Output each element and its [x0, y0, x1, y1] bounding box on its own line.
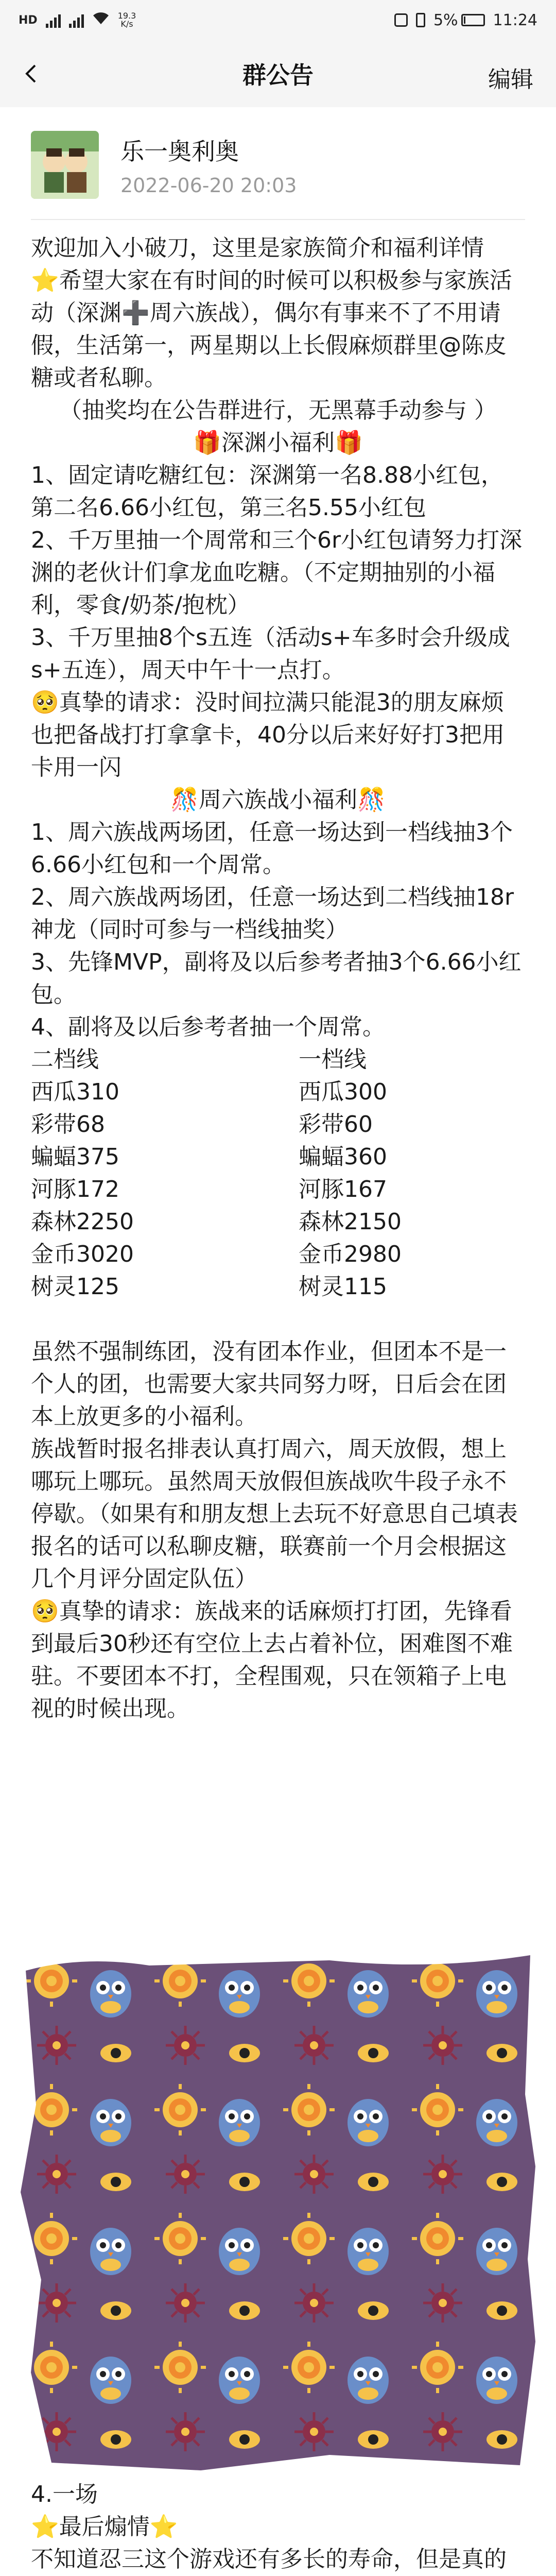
clock: 11:24	[493, 11, 537, 29]
guildwar-item-2: 2、周六族战两场团，任意一场达到二档线抽18r神龙（同时可参与一档线抽奖）	[31, 884, 514, 943]
author-block	[31, 129, 297, 201]
guildwar-request: 🥺真挚的请求：族战来的话麻烦打打团，先锋看到最后30秒还有空位上去占着补位，困难图不难驻。不要团本不打，全程围观，只在领箱子上电视的时候出现。	[31, 1598, 513, 1722]
section-title-guildwar: 🎊周六族战小福利🎊	[170, 787, 386, 813]
guildwar-item-3: 3、先锋MVP，副将及以后参考者抽3个6.66小红包。	[31, 949, 522, 1008]
table-cell: 树灵125	[31, 1274, 119, 1300]
table-cell: 蝙蝠375	[31, 1144, 119, 1170]
intro-line: 欢迎加入小破刀，这里是家族简介和福利详情	[31, 235, 484, 261]
wifi-icon	[92, 11, 110, 29]
table-cell: 金币3020	[31, 1241, 134, 1267]
table-cell: 彩带60	[299, 1111, 373, 1138]
blank-line	[31, 1303, 525, 1335]
guildwar-item-4: 4、副将及以后参考者抽一个周常。	[31, 1014, 385, 1040]
table-cell: 森林2250	[31, 1209, 134, 1235]
intro-paragraph: ⭐希望大家在有时间的时候可以积极参与家族活动（深渊➕周六族战），偶尔有事来不了不用请假，生活第一，两星期以上长假麻烦群里@陈皮糖或者私聊。	[31, 267, 512, 391]
partial-line: 4.一场	[31, 2481, 98, 2507]
table-cell: 西瓜300	[299, 1079, 387, 1105]
hd-label: HD	[19, 13, 38, 27]
battery-icon	[461, 14, 485, 26]
page-title: 群公告	[242, 61, 314, 89]
team-paragraph: 虽然不强制练团，没有团本作业，但团本不是一个人的团，也需要大家共同努力呀，日后会在团本上放更多的小福利。	[31, 1338, 507, 1430]
abyss-item-2: 2、千万里抽一个周常和三个6r小红包请努力打深渊的老伙计们拿龙血吃糖。（不定期抽别的小福利，零食/奶茶/抱枕）	[31, 527, 523, 618]
abyss-request: 🥺真挚的请求：没时间拉满只能混3的朋友麻烦也把备战打打拿拿卡，40分以后来好好打3把用卡用一闪	[31, 689, 505, 781]
closing-paragraph: 不知道忍三这个游戏还有多长的寿命，但是真的	[31, 2546, 507, 2572]
table-cell: 河豚172	[31, 1176, 119, 1202]
chevron-left-icon	[21, 63, 42, 84]
lottery-note: （抽奖均在公告群进行，无黑幕手动参与 ）	[59, 397, 497, 423]
nfc-icon	[394, 13, 408, 27]
announcement-body	[31, 232, 525, 1725]
edit-button[interactable]: 编辑	[488, 66, 533, 93]
guildwar-item-1: 1、周六族战两场团，任意一场达到一档线抽3个6.66小红包和一个周常。	[31, 819, 513, 878]
battery-percent: 5%	[433, 11, 458, 29]
divider	[31, 219, 525, 220]
section-title-closing: ⭐最后煽情⭐	[31, 2514, 178, 2540]
table-cell: 森林2150	[299, 1209, 402, 1235]
sticker-image	[21, 1950, 535, 2478]
network-speed-value: 19.3	[117, 11, 136, 21]
table-header: 二档线	[31, 1046, 99, 1073]
author-name: 乐一奥利奥	[120, 138, 239, 165]
battery-indicator	[433, 11, 485, 29]
table-cell: 西瓜310	[31, 1079, 119, 1105]
table-cell: 蝙蝠360	[299, 1144, 387, 1170]
table-cell: 河豚167	[299, 1176, 387, 1202]
status-bar	[0, 0, 556, 40]
avatar[interactable]	[31, 131, 99, 199]
table-cell: 彩带68	[31, 1111, 105, 1138]
announcement-body-end	[31, 2478, 525, 2576]
table-cell: 金币2980	[299, 1241, 402, 1267]
signal-icon	[46, 12, 61, 28]
network-speed-unit: K/s	[120, 19, 133, 29]
guildwar-signup-paragraph: 族战暂时报名排表认真打周六，周天放假，想上哪玩上哪玩。虽然周天放假但族战吹牛段子永不停歇。（如果有和朋友想上去玩不好意思自己填表报名的话可以私聊皮糖，联赛前一个月会根据这几个月评分固定队伍）	[31, 1436, 518, 1592]
back-button[interactable]	[18, 60, 45, 88]
table-cell: 树灵115	[299, 1274, 387, 1300]
table-header: 一档线	[299, 1046, 367, 1073]
network-speed	[118, 12, 136, 28]
abyss-item-1: 1、固定请吃糖红包：深渊第一名8.88小红包，第二名6.66小红包，第三名5.55小红包	[31, 462, 503, 521]
title-bar	[0, 40, 556, 107]
threshold-table	[31, 1043, 525, 1303]
post-date: 2022-06-20 20:03	[120, 174, 297, 197]
vibrate-icon	[416, 13, 425, 27]
abyss-item-3: 3、千万里抽8个s五连（活动s+车多时会升级成s+五连），周天中午十一点打。	[31, 624, 510, 683]
section-title-abyss: 🎁深渊小福利🎁	[193, 430, 363, 456]
signal-icon-2	[69, 12, 84, 28]
